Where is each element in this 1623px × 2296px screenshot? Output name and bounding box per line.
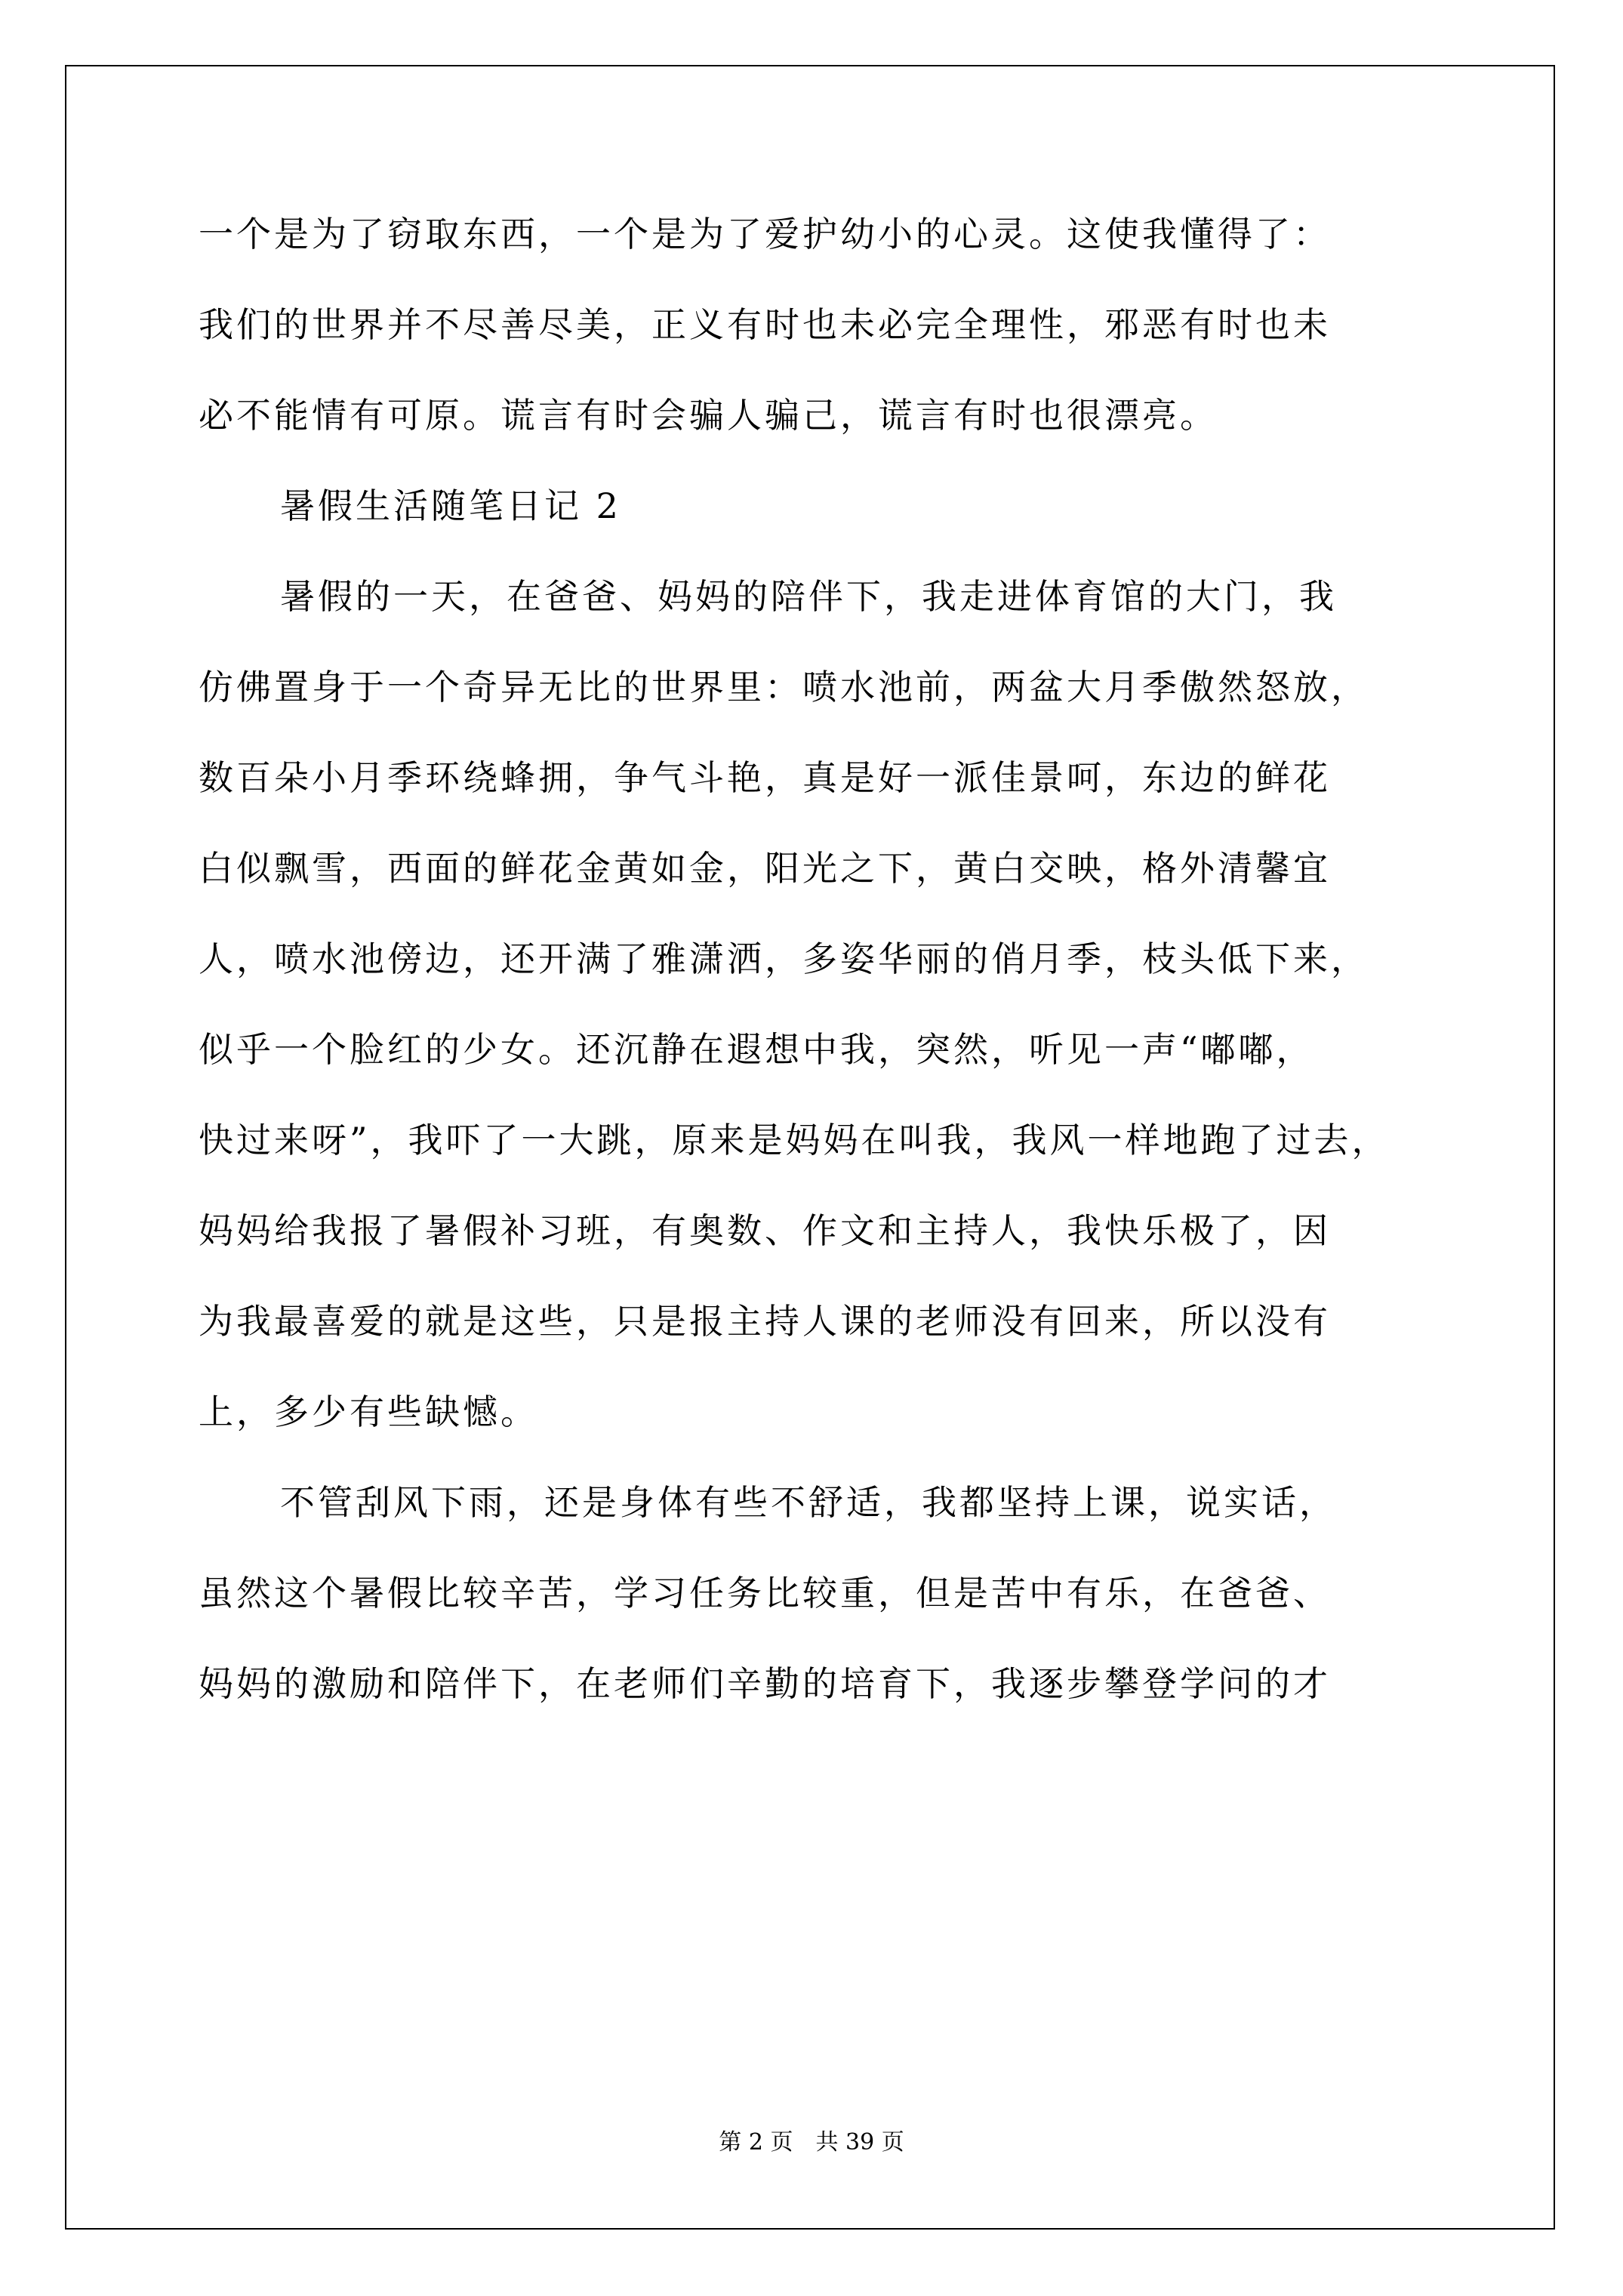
text-line: 虽然这个暑假比较辛苦，学习任务比较重，但是苦中有乐，在爸爸、	[199, 1573, 1331, 1613]
text-line: 快过来呀”，我吓了一大跳，原来是妈妈在叫我，我风一样地跑了过去，	[199, 1120, 1390, 1160]
document-body	[199, 211, 1437, 1752]
text-line: 不管刮风下雨，还是身体有些不舒适，我都坚持上课，说实话，	[280, 1482, 1337, 1523]
text-line: 我们的世界并不尽善尽美，正义有时也未必完全理性，邪恶有时也未	[199, 304, 1331, 345]
text-line: 必不能情有可原。谎言有时会骗人骗己，谎言有时也很漂亮。	[199, 395, 1218, 436]
text-line: 上，多少有些缺憾。	[199, 1391, 538, 1432]
text-line: 妈妈的激励和陪伴下，在老师们辛勤的培育下，我逐步攀登学问的才	[199, 1663, 1331, 1704]
text-line: 白似飘雪，西面的鲜花金黄如金，阳光之下，黄白交映，格外清馨宜	[199, 848, 1331, 889]
text-line: 似乎一个脸红的少女。还沉静在遐想中我，突然，听见一声“嘟嘟，	[199, 1029, 1314, 1070]
text-line: 一个是为了窃取东西，一个是为了爱护幼小的心灵。这使我懂得了：	[199, 214, 1331, 254]
text-line: 数百朵小月季环绕蜂拥，争气斗艳，真是好一派佳景呵，东边的鲜花	[199, 757, 1331, 798]
section-heading: 暑假生活随笔日记 2	[280, 485, 621, 526]
text-line: 暑假的一天，在爸爸、妈妈的陪伴下，我走进体育馆的大门，我	[280, 576, 1337, 617]
text-line: 妈妈给我报了暑假补习班，有奥数、作文和主持人，我快乐极了，因	[199, 1210, 1331, 1251]
text-line: 为我最喜爱的就是这些，只是报主持人课的老师没有回来，所以没有	[199, 1301, 1331, 1342]
page-number-footer: 第 2 页 共 39 页	[719, 2129, 904, 2156]
text-line: 人，喷水池傍边，还开满了雅潇洒，多姿华丽的俏月季，枝头低下来，	[199, 938, 1369, 979]
text-line: 仿佛置身于一个奇异无比的世界里：喷水池前，两盆大月季傲然怒放，	[199, 667, 1369, 707]
